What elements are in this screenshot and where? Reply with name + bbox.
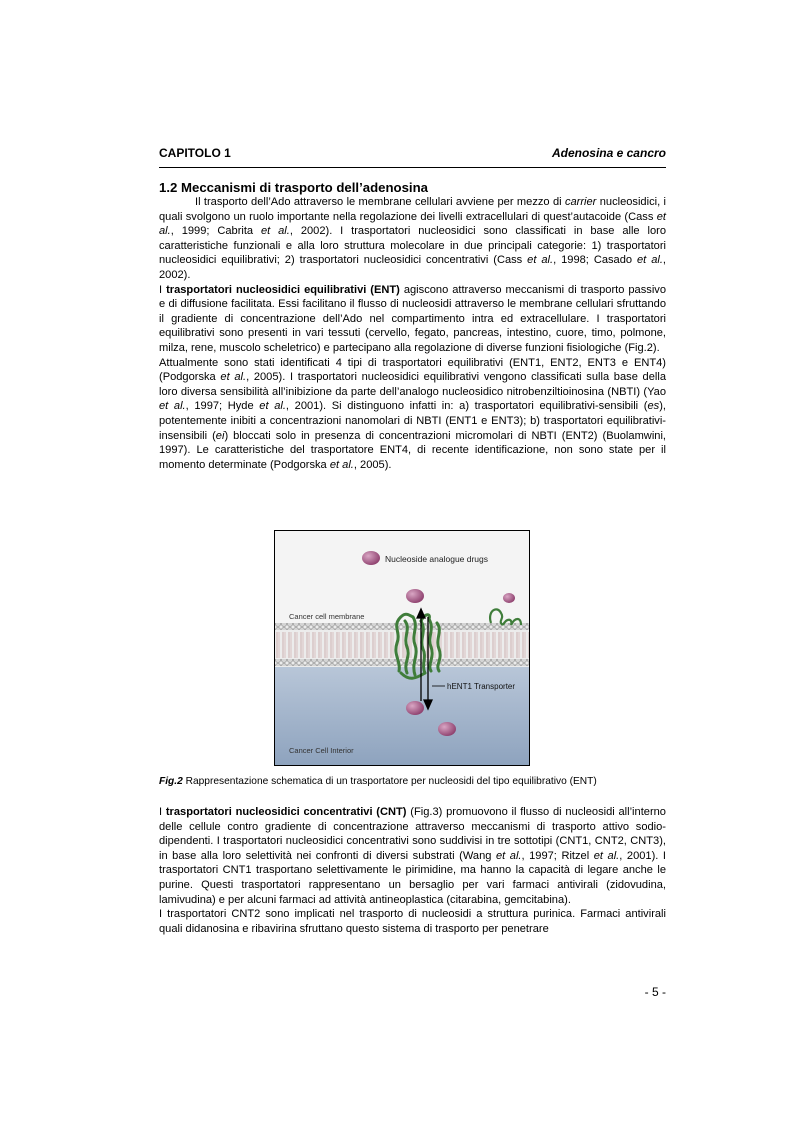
text-run: (Fig.3) promuovono il flusso di nucleosidi all’interno delle cellule contro gradiente di concentrazione attraverso meccanismi di trasporto attivo sodio-dipendenti. I trasportatori nucleosidici concentrativi sono suddivisi in tre sottotipi (CNT1, CNT2, CNT3), in base alla loro selettività nei confronti di diversi substrati (Wang <box>159 806 666 862</box>
text-run: , 2005). I trasportatori nucleosidici equilibrativi vengono classificati sulla base della loro diversa sensibilità all’inibizione da parte dell’analogo nucleosidico nitrobenziltioinosina (NBTI) (Yao <box>159 371 666 398</box>
drug-molecule <box>438 722 456 736</box>
extracellular-area <box>275 531 529 623</box>
text-run: ) bloccati solo in presenza di concentrazioni micromolari di NBTI (ENT2) (Buolamwini, 1997). Le caratteristiche del trasportatore ENT4, di recente identificazione, non sono state per il momento determinate (Podgorska <box>159 429 666 471</box>
intro-block <box>159 195 666 472</box>
page-number: - 5 - <box>644 985 666 999</box>
figure-ent-transporter <box>274 530 530 766</box>
label-transporter: hENT1 Transporter <box>447 682 516 691</box>
membrane-inner-tails <box>275 645 529 658</box>
text-run: et al. <box>329 458 354 471</box>
text-run: , 2001). Si distinguono infatti in: a) trasportatori equilibrativi-sensibili ( <box>285 400 648 413</box>
paragraph-2 <box>159 283 666 356</box>
text-run: I <box>159 283 167 296</box>
text-run: et al. <box>159 210 666 238</box>
section-title: 1.2 Meccanismi di trasporto dell’adenosina <box>159 180 428 195</box>
text-run: et al. <box>637 254 663 267</box>
label-membrane: Cancer cell membrane <box>289 612 365 621</box>
label-interior: Cancer Cell Interior <box>289 746 354 755</box>
text-run: et al. <box>159 400 186 413</box>
text-run: trasportatori nucleosidici equilibrativi (ENT) <box>166 283 400 296</box>
text-run: Attualmente sono stati identificati 4 tipi di trasportatori equilibrativi (ENT1, ENT2, ENT3 e ENT4) (Podgorska <box>159 356 666 384</box>
text-run: et al. <box>220 371 247 384</box>
text-run: , 1997; Hyde <box>185 400 260 413</box>
text-run: ), potentemente inibiti a concentrazioni nanomolari di NBTI (ENT1 e ENT3); b) trasportatori equilibrativi-insensibili ( <box>159 400 666 442</box>
text-run: nucleosidici, i quali svolgono un ruolo importante nella regolazione dei livelli extracellulari di quest’autacoide (Cass <box>159 196 666 223</box>
figure-caption <box>159 776 666 787</box>
text-run: Il trasporto dell’Ado attraverso le membrane cellulari avviene per mezzo di <box>195 196 565 208</box>
page-header <box>159 146 666 162</box>
paragraph-1 <box>159 195 666 283</box>
text-run: carrier <box>564 196 597 208</box>
membrane-inner-heads <box>275 659 529 666</box>
chapter-label: CAPITOLO 1 <box>159 146 231 160</box>
chapter-title: Adenosina e cancro <box>551 146 666 160</box>
cnt-block <box>159 805 666 936</box>
text-run: et al. <box>593 849 620 862</box>
caption-text: Rappresentazione schematica di un trasportatore per nucleosidi del tipo equilibrativo (ENT) <box>182 776 597 787</box>
text-run: , 2001). I trasportatori CNT1 trasportano selettivamente le pirimidine, ma hanno la capacità di legare anche le purine. Questi trasportatori rappresentano un bersaglio per vari farmaci antivirali (zidovudina, lamivudina) e per alcuni farmaci ad attività antineoplastica (citarabina, gemcitabina). <box>159 849 666 906</box>
text-run: et al. <box>259 400 286 413</box>
text-run: , 2002). I trasportatori nucleosidici sono classificati in base alle loro caratteristiche funzionali e alla loro struttura molecolare in due principali categorie: 1) trasportatori nucleosidici equilibrativi; 2) trasportatori nucleosidici concentrativi (Cass <box>159 225 666 267</box>
caption-label: Fig.2 <box>159 776 183 787</box>
paragraph-5 <box>159 907 666 936</box>
text-run: trasportatori nucleosidici concentrativi (CNT) <box>165 806 407 818</box>
paragraph-4 <box>159 805 666 907</box>
header-rule <box>159 167 666 168</box>
text-run: et al. <box>495 849 522 862</box>
text-run: , 2002). <box>159 254 667 281</box>
figure-illustration <box>275 531 529 765</box>
text-run: , 1998; Casado <box>553 254 637 267</box>
drug-molecule <box>406 589 424 603</box>
text-run: es <box>647 400 660 413</box>
drug-molecule <box>406 701 424 715</box>
text-run: et al. <box>527 254 554 267</box>
membrane-outer-heads <box>275 623 529 630</box>
text-run: agiscono attraverso meccanismi di trasporto passivo e di diffusione facilitata. Essi facilitano il flusso di nucleosidi attraverso le membrane cellulari sfruttando il gradiente di concentrazione dell’Ado nel compartimento intra ed extracellulare. I trasportatori equilibrativi sono presenti in vari tessuti (cervello, fegato, pancreas, intestino, cuore, timo, polmone, milza, rene, muscolo scheletrico) e partecipano alla regolazione di diverse funzioni fisiologiche (Fig.2). <box>159 283 666 354</box>
text-run: I <box>159 806 166 818</box>
drug-molecule <box>503 593 515 603</box>
drug-molecule <box>362 551 380 565</box>
label-drugs: Nucleoside analogue drugs <box>385 554 489 564</box>
paragraph-3 <box>159 356 666 473</box>
text-run: ei <box>215 429 225 442</box>
text-run: I trasportatori CNT2 sono implicati nel trasporto di nucleosidi a struttura purinica. Farmaci antivirali quali didanosina e ribavirina sfruttano questo sistema di trasporto per penetrare <box>159 908 666 935</box>
text-run: et al. <box>261 225 290 238</box>
text-run: , 2005). <box>353 458 392 471</box>
text-run: , 1999; Cabrita <box>170 225 261 238</box>
membrane-outer-tails <box>275 632 529 645</box>
text-run: , 1997; Ritzel <box>521 849 594 862</box>
